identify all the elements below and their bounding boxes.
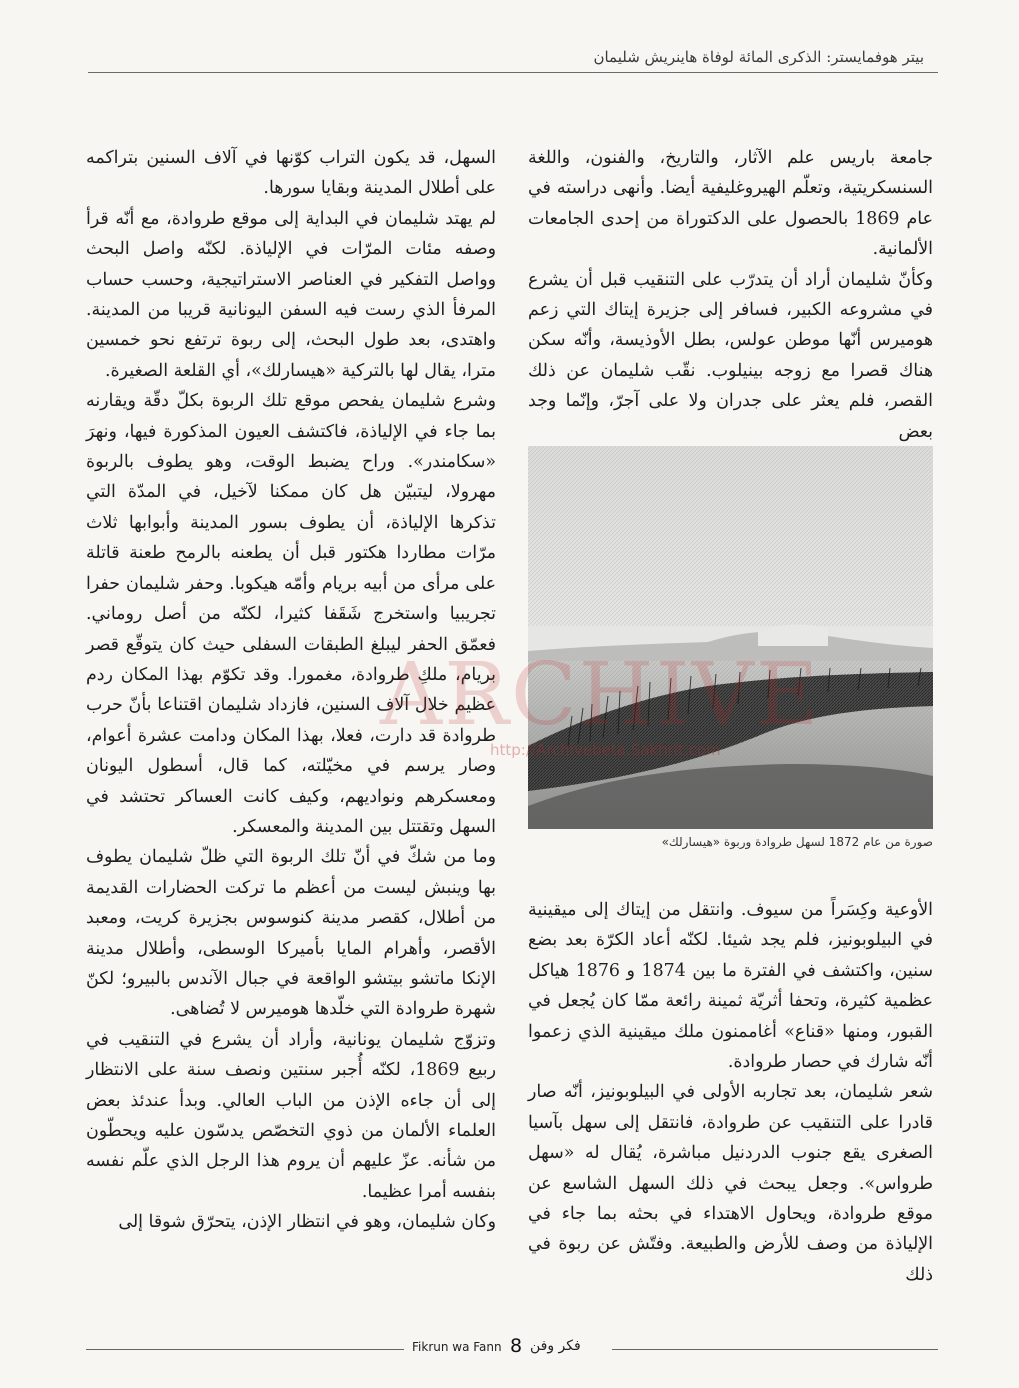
- paragraph: وما من شكّ في أنّ تلك الربوة التي ظلّ شليمان يطوف بها وينبش ليست من أعظم ما تركت الحضارات القديمة من أطلال، كقصر مدينة كنوسوس بجزيرة كريت، ومعبد الأقصر، وأهرام المايا بأميركا الوسطى، وأطلال مدينة الإنكا ماتشو بيتشو الواقعة في جبال الآندس بالبيرو؛ لكنّ شهرة طروادة التي خلّدها هوميرس لا تُضاهى.: [86, 847, 496, 1020]
- paragraph: وكان شليمان، وهو في انتظار الإذن، يتحرّق شوقا إلى: [118, 1212, 496, 1233]
- magazine-name-latin: Fikrun wa Fann: [412, 1340, 502, 1354]
- page-footer: [0, 1335, 1019, 1365]
- figure-caption: صورة من عام 1872 لسهل طروادة وربوة «هيسارلك»: [661, 835, 933, 849]
- text-column-right-top: [528, 143, 933, 447]
- paragraph: لم يهتد شليمان في البداية إلى موقع طروادة، مع أنّه قرأ وصفه مئات المرّات في الإلياذة. لكنّه واصل البحث وواصل التفكير في العناصر الاستراتيجية، وحسب حساب المرفأ الذي رست فيه السفن اليونانية قريبا من المدينة. واهتدى، بعد طول البحث، إلى ربوة ترتفع نحو خمسين مترا، يقال لها بالتركية «هيسارلك»، أي القلعة الصغيرة.: [86, 208, 496, 381]
- paragraph: جامعة باريس علم الآثار، والتاريخ، والفنون، واللغة السنسكريتية، وتعلّم الهيروغليفية أيضا. وأنهى دراسته في عام 1869 بالحصول على الدكتوراة من إحدى الجامعات الألمانية.: [528, 148, 933, 260]
- paragraph: الأوعية وكِسَراً من سيوف. وانتقل من إيتاك إلى ميقينية في البيلوبونيز، فلم يجد شيئا. لكنّه أعاد الكرّة بعد بضع سنين، واكتشف في الفترة ما بين 1874 و 1876 هياكل عظمية كثيرة، وتحفا أثريّة ثمينة رائعة ممّا كان يُجعل في القبور، ومنها «قناع» أغاممنون ملك ميقينية الذي زعموا أنّه شارك في حصار طروادة.: [528, 900, 933, 1073]
- watermark-url: http://Archivebeta.Sakhrit.com: [490, 741, 721, 759]
- paragraph: شعر شليمان، بعد تجاربه الأولى في البيلوبونيز، أنّه صار قادرا على التنقيب عن طروادة، فانتقل إلى سهل بآسيا الصغرى يقع جنوب الدردنيل مباشرة، يُقال له «سهل طرواس». وجعل يبحث في ذلك السهل الشاسع عن موقع طروادة، ويحاول الاهتداء في بحثه بما جاء في الإلياذة من وصف للأرض والطبيعة. وفتّش عن ربوة في ذلك: [528, 1082, 933, 1285]
- paragraph: السهل، قد يكون التراب كوّنها في آلاف السنين بتراكمه على أطلال المدينة وبقايا سورها.: [86, 148, 496, 199]
- paragraph: وشرع شليمان يفحص موقع تلك الربوة بكلّ دقّة ويقارنه بما جاء في الإلياذة، فاكتشف العيون المذكورة فيها، ونهرَ «سكامندر». وراح يضبط الوقت، وهو يطوف بالربوة مهرولا، ليتبيّن هل كان ممكنا لآخيل، في المدّة التي تذكرها الإلياذة، أن يطوف بسور المدينة وأبوابها ثلاث مرّات مطاردا هكتور قبل أن يطعنه بالرمح طعنة قاتلة على مرأى من أبيه بريام وأمّه هيكوبا. وحفر شليمان حفرا تجريبيا واستخرج شَقَفا كثيرا، لكنّه من أصل روماني. فعمّق الحفر ليبلغ الطبقات السفلى حيث كان يتوقّع قصر بريام، ملكِ طروادة، مغمورا. وقد تكوّم بهذا المكان ردم عظيم خلال آلاف السنين، فازداد شليمان اقتناعا بأنّ حرب طروادة قد دارت، فعلا، بهذا المكان ودامت عشرة أعوام، وصار يرسم في مخيّلته، كما قال، أسطول اليونان ومعسكرهم ونواديهم، وكيف كانت العساكر تحتشد في السهل وتقتتل بين المدينة والمعسكر.: [86, 391, 496, 837]
- running-title: بيتر هوفمايستر: الذكرى المائة لوفاة هاينريش شليمان: [593, 48, 924, 66]
- text-column-right-bottom: [528, 895, 933, 1290]
- page-number: 8: [510, 1335, 523, 1357]
- paragraph: وتزوّج شليمان يونانية، وأراد أن يشرع في التنقيب في ربيع 1869، لكنّه أُجبر سنتين ونصف سنة على الانتظار إلى أن جاءه الإذن من الباب العالي. وبدأ عندئذ بعض العلماء الألمان من ذوي التخصّص يدسّون عليه ويحطّون من شأنه. عزّ عليهم أن يروم هذا الرجل الذي علّم نفسه بنفسه أمرا عظيما.: [86, 1029, 496, 1202]
- running-header: [88, 42, 938, 73]
- footer-rule-left: [86, 1349, 404, 1350]
- text-column-left: [86, 143, 496, 1238]
- magazine-name-arabic: فكر وفن: [530, 1338, 581, 1354]
- paragraph: وكأنّ شليمان أراد أن يتدرّب على التنقيب قبل أن يشرع في مشروعه الكبير، فسافر إلى جزيرة إيتاك التي زعم هوميرس أنّها موطن عولس، بطل الأوذيسة، وأنّه سكن هناك قصرا مع زوجه بينيلوب. نقّب شليمان عن ذلك القصر، فلم يعثر على جدران ولا على آجرّ، وإنّما وجد بعض: [528, 269, 933, 442]
- footer-rule-right: [612, 1349, 938, 1350]
- plain-of-troy-engraving: [528, 446, 933, 829]
